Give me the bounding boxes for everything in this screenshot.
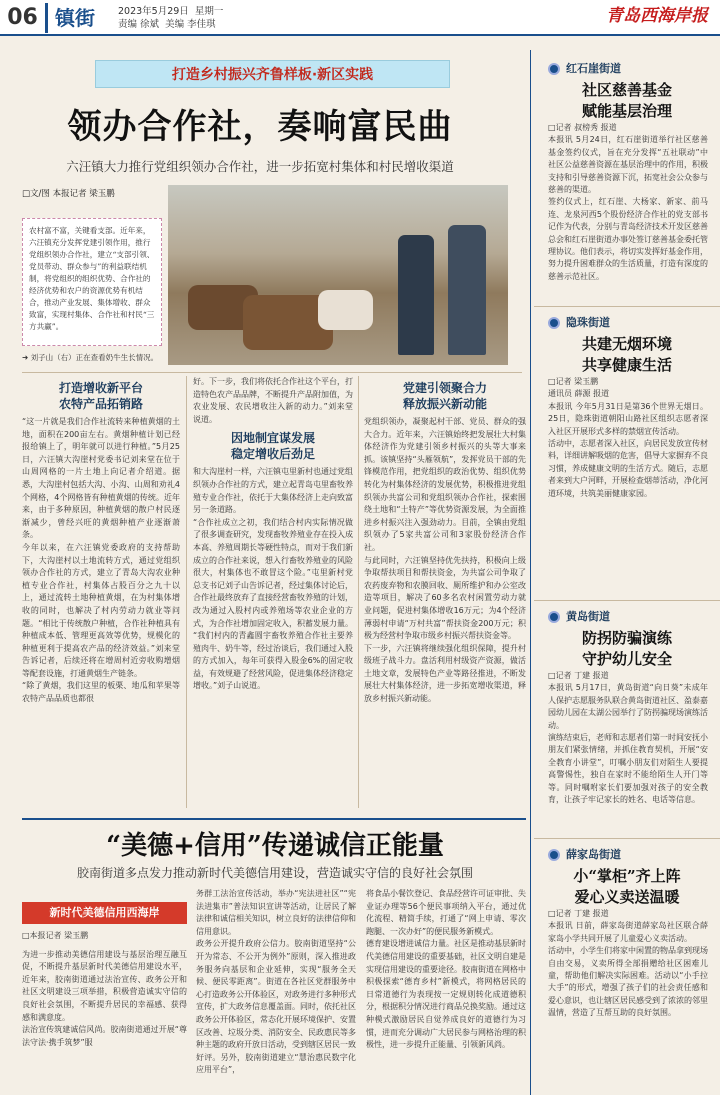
divider bbox=[534, 306, 720, 307]
paragraph: 下一步，六汪镇将继续强化组织保障，提升村级班子战斗力。盘活利用村级资产资源，做活土地文章，发展特色产业等路径推进，不断发展壮大村集体经济，进一步拓宽增收渠道，释放乡村振兴新动能。 bbox=[364, 643, 526, 704]
story-body: 本报讯 5月24日，红石崖街道举行社区慈善基金签约仪式，旨在充分发挥“五社联动”中社区公益慈善资源在基层治理中的作用，积极支持和引导慈善资源下沉，拓宽社会公众参与慈善的渠道。 bbox=[548, 135, 708, 195]
story-title: 小“掌柜”齐上阵 bbox=[573, 867, 681, 885]
story-tag bbox=[534, 58, 720, 80]
second-column-3 bbox=[366, 888, 526, 1052]
lead-photo bbox=[168, 185, 508, 365]
location-dot-icon bbox=[548, 849, 560, 861]
editor-label: 责编 bbox=[118, 19, 138, 30]
paragraph: 为进一步推动美德信用建设与基层治理互融互促，不断提升基层新时代美德信用建设水平，近年来，胶南街道通过法治宣传、政务公开和社区文明建设三项举措，积极营造诚实守信的良好社会氛围，不断提升居民的幸福感、获得感和满意度。 bbox=[22, 949, 187, 1022]
divider bbox=[22, 372, 522, 373]
column-badge: 新时代美德信用西海岸 bbox=[22, 902, 187, 924]
location-dot-icon bbox=[548, 317, 560, 329]
paragraph: 党组织领办，凝聚起村干部、党员、群众的强大合力。近年来，六汪镇始终把发展壮大村集体经济作为党建引领乡村振兴的头等大事来抓。该镇坚持“头雁领航”，发挥党员干部的先锋模范作用，把党组织的政治优势、组织优势转化为村集体经济的发展优势，积极推进党组织领办共富公司和党组织领办合作社，探索围绕土地和“土特产”等优势资源发展，为全面推进乡村振兴注入强劲动力。目前，全镇由党组织领办了5家共富公司和3家股份经济合作社。 bbox=[364, 417, 526, 552]
location-dot-icon bbox=[548, 611, 560, 623]
lead-headline: 领办合作社，奏响富民曲 bbox=[67, 107, 453, 147]
second-subheadline: 胶南街道多点发力推动新时代美德信用建设，营造诚实守信的良好社会氛围 bbox=[76, 866, 473, 880]
story-body: 本报讯 5月17日，黄岛街道“向日葵”未成年人保护志愿服务队联合黄岛街道社区、盈泰嘉园幼儿园在太湖公园举行了防拐骗现场演练活动。 bbox=[548, 683, 708, 730]
header-meta bbox=[118, 5, 223, 31]
art-label: 美编 bbox=[165, 19, 185, 30]
column1-head1: 打造增收新平台 bbox=[58, 381, 143, 395]
caption-arrow-icon: ➜ bbox=[22, 353, 31, 362]
column2-head2: 稳定增收后劲足 bbox=[230, 447, 315, 462]
second-column-1 bbox=[22, 930, 187, 1049]
lead-byline: □文/图 本报记者 梁玉鹏 bbox=[22, 189, 115, 199]
byline: □本报记者 梁玉鹏 bbox=[22, 931, 89, 940]
column3-head2: 释放振兴新动能 bbox=[402, 397, 487, 411]
column1-head2: 农特产品拓销路 bbox=[58, 397, 143, 411]
lead-intro: 农村富不富，关键看支部。近年来，六汪镇充分发挥党建引领作用，推行党组织领办合作社，建立“支部引领、党员带动、群众参与”的利益联结机制，将党组织的组织优势、合作社的经济优势和农户的资源优势有机结合，推动产业发展、集体增收、群众致富，实现村集体、合作社和村民“三方共赢”。 bbox=[22, 218, 162, 346]
section-name: 镇街 bbox=[55, 6, 95, 30]
article-column-1 bbox=[22, 380, 180, 706]
story-tag-label: 隐珠街道 bbox=[566, 315, 610, 329]
paragraph: 和大沟崖村一样，六汪镇屯里新村也通过党组织领办合作社的方式，建立起青岛屯里畜牧养殖专业合作社，依托于大集体经济上走向致富另一条道路。 bbox=[193, 467, 353, 515]
story-title: 守护幼儿安全 bbox=[581, 650, 672, 668]
column-rule bbox=[358, 376, 359, 808]
story-body: 演练结束后，老师和志愿者们第一时间安抚小朋友们紧张情绪，并抓住教育契机，开展“安全教育小讲堂”，叮嘱小朋友们对陌生人要提高警惕性，独自在家时不能给陌生人开门等等。同时嘱咐家长们要加强对孩子的安全教育，让孩子牢记家长的姓名、电话等信息。 bbox=[548, 733, 708, 805]
story-byline: □记者 叔榜秀 报道 bbox=[548, 123, 617, 132]
paragraph: 将食品小餐饮登记、食品经营许可证审批、失业证办理等56个便民事项纳入平台，通过优化流程、精简手续，打通了“网上申请、零次跑腿、一次办好”的便民服务新模式。 bbox=[366, 889, 526, 936]
sidebar-story-4 bbox=[534, 844, 720, 1092]
article-column-3 bbox=[364, 380, 526, 706]
story-title: 共享健康生活 bbox=[581, 356, 672, 374]
paragraph: “这一片就是我们合作社流转来种植黄烟的土地，面积在200亩左右。黄烟种植计划已经报给镇上了，明年就可以进行种植。”5月25日，六汪镇大沟崖村党委书记刘来堂在位于山周网格的一片土地上向记者介绍道。据悉，大沟崖村包括大沟、小沟、山周和劝礼4个网格，4个网格皆有种植黄烟的传统。近年来，由于多种原因，种植黄烟的散户村民逐渐减少，曾经兴旺的黄烟种植产业逐渐萧条。 bbox=[22, 417, 180, 540]
lead-subheadline: 六汪镇大力推行党组织领办合作社，进一步拓宽村集体和村民增收渠道 bbox=[66, 159, 454, 174]
story-tag bbox=[534, 844, 720, 866]
column-rule bbox=[186, 376, 187, 808]
location-dot-icon bbox=[548, 63, 560, 75]
story-title: 共建无烟环境 bbox=[581, 335, 672, 353]
story-byline: □记者 丁建 报道 bbox=[548, 909, 609, 918]
story-body: 活动中，志愿者深入社区，向居民发放宣传材料，详细讲解吸烟的危害，倡导大家摒弃不良习惯，养成健康文明的生活方式。随后，志愿者来到大户河畔，开展检查烟蒂活动，净化河道环境，共筑美丽健康家园。 bbox=[548, 439, 708, 498]
paragraph: “除了黄烟，我们这里的板栗、地瓜和苹果等农特产品品质也都很 bbox=[22, 681, 180, 704]
column3-head1: 党建引领聚合力 bbox=[402, 381, 487, 395]
story-title: 赋能基层治理 bbox=[581, 102, 672, 120]
story-byline: □记者 丁建 报道 bbox=[548, 671, 609, 680]
paragraph: 德育建设增进诚信力量。社区是推动基层新时代美德信用建设的重要基础，社区文明自建是实现信用建设的重要途径。胶南街道在网格中积极探索“德育乡村”新模式，将网格居民的日常道德行为表现按一定规则转化成道德积分，根据积分情况进行商品兑换奖励。通过这种模式激励居民自觉养成良好的道德行为习惯，进而充分调动广大居民参与网格治理的积极性，进一步提升正能量、引领新风尚。 bbox=[366, 939, 526, 1050]
story-tag bbox=[534, 606, 720, 628]
story-title: 爱心义卖送温暖 bbox=[574, 888, 680, 906]
paragraph: 务群工法治宣传活动，举办“宪法进社区”“宪法进集市”普法知识宣讲等活动，让居民了解法律和诚信相关知识，树立良好的法律信仰和信用意识。 bbox=[196, 889, 356, 936]
story-tag bbox=[534, 312, 720, 334]
second-column-2 bbox=[196, 888, 356, 1077]
theme-banner: 打造乡村振兴齐鲁样板·新区实践 bbox=[95, 60, 450, 88]
issue-weekday: 星期一 bbox=[194, 6, 224, 17]
story-body: 本报讯 今年5月31日是第36个世界无烟日。25日，隐珠街道朝阳山路社区组织志愿者深入社区开展形式多样的禁烟宣传活动。 bbox=[548, 401, 708, 436]
story-byline: 通讯员 薛源 报道 bbox=[548, 389, 610, 399]
story-body: 活动中，小学生们将家中闲置的物品拿到现场自由交易，义卖所得全部捐赠给社区困难儿童，帮助他们解决实际困难。活动以“小手拉大手”的形式，增强了孩子们的社会责任感和爱心意识，也让辖区居民感受到了浓浓的邻里温情，营造了互帮互助的良好氛围。 bbox=[548, 946, 708, 1018]
paragraph: “合作社成立之初，我们结合村内实际情况做了很多调查研究，发现畜牧养殖业存在投入成本高、养殖周期长等硬性特点，而对于我们新成立的合作社来说，想入行畜牧养殖业的风险很大，村集体也不敢冒这个险。”屯里新村党总支书记刘子山告诉记者，经过集体讨论后，合作社最终放弃了直接经营畜牧养殖的计划，改为通过入股村内或养殖场等农业企业的方式，为合作社增加固定收入，积蓄发展力量。 bbox=[193, 517, 353, 628]
paragraph: 与此同时，六汪镇坚持优先扶持，积极向上级争取帮扶项目和帮扶资金，为共富公司争取了农药废弃物和农膜回收、厕所维护和办公室改造等项目，解决了60多名农村闲置劳动力就业问题，促进村集体增收16万元；为4个经济薄弱村申请“万村共富”帮扶资金200万元；积极为经营村争取市级乡村振兴帮扶资金等。 bbox=[364, 555, 526, 641]
paragraph: 政务公开提升政府公信力。胶南街道坚持“公开为常态、不公开为例外”原则，深入推进政务服务向基层和企业延伸，实现“服务全天候、便民零距离”。街道在各社区党群服务中心打造政务公开体验区，对政务进行多种形式宣传，扩大政务信息覆盖面。同时，依托社区政务公开体验区，常态化开展环境保护、安置区改善、垃圾分类、消防安全、民政惠民等多种主题的政府开放日活动，受到辖区居民一致好评。另外，胶南街道建立“慧治惠民数字化应用平台”， bbox=[196, 939, 356, 1075]
story-byline: □记者 梁玉鹏 bbox=[548, 377, 599, 386]
photo-caption-text: 刘子山（右）正在查看奶牛生长情况。 bbox=[30, 353, 159, 362]
section-divider bbox=[22, 818, 526, 820]
story-tag-label: 薛家岛街道 bbox=[566, 847, 621, 861]
photo-caption bbox=[22, 352, 167, 363]
second-headline: “美德+信用”传递诚信正能量 bbox=[106, 831, 444, 861]
art-name: 李佳琪 bbox=[187, 19, 216, 30]
paragraph: “我们村内的青鑫圆宇畜牧养殖合作社主要养殖肉牛、奶牛等，经过治谈后，我们通过入股的方式加入，每年可获得入股金6%的固定收益，有效规避了经营风险，促进集体经济稳定增收。”刘子山说道。 bbox=[193, 631, 353, 691]
editor-name: 徐斌 bbox=[140, 19, 160, 30]
column2-head1: 因地制宜谋发展 bbox=[230, 431, 315, 446]
sidebar-story-1 bbox=[534, 58, 720, 303]
story-title: 社区慈善基金 bbox=[581, 81, 672, 99]
issue-date: 2023年5月29日 bbox=[118, 6, 189, 17]
story-tag-label: 红石崖街道 bbox=[566, 61, 621, 75]
paragraph: 好。下一步，我们将依托合作社这个平台，打造特色农产品品牌，不断提升产品附加值，为农业发展、农民增收注入新的动力。”刘来堂说道。 bbox=[193, 377, 353, 424]
newspaper-brand: 青岛西海岸报 bbox=[606, 6, 708, 26]
story-body: 签约仪式上，红石崖、大杨家、新家、前马连、龙泉河西5个股份经济合作社的党支部书记作为代表，分别与青岛经济技术开发区慈善总会和红石崖街道办事处签订慈善基金委托管理协议。他们表示，将切实发挥好基金作用，努力提升困难群众的生活质量，打造有深度的慈善示范社区。 bbox=[548, 197, 708, 281]
story-title: 防拐防骗演练 bbox=[581, 629, 672, 647]
paragraph: 今年以来，在六汪镇党委政府的支持帮助下，大沟崖村以土地流转方式，通过党组织领办合作社的方式，建立了青岛大沟农业种植专业合作社，村集体占股百分之九十以上，通过流转土地种植黄烟，在为村集体增收的同时，也解决了村内劳动力就业等问题。“相比于传统散户种植，合作社种植具有种植成本低、管理更高效等优势，规模化的种植更利于提高农产品的经济效益。”刘来堂告诉记者，后续还将在增周村近旁收购增烟等配套设施，打通黄烟生产链条。 bbox=[22, 542, 180, 678]
sidebar-rule bbox=[530, 50, 531, 1095]
paragraph: 法治宣传筑建诚信风尚。胶南街道通过开展“尊法守法·携手筑梦”服 bbox=[22, 1025, 187, 1047]
story-body: 本报讯 日前，薛家岛街道薛家岛社区联合薛家岛小学共同开展了儿童爱心义卖活动。 bbox=[548, 921, 708, 943]
story-tag-label: 黄岛街道 bbox=[566, 609, 610, 623]
sidebar-story-3 bbox=[534, 606, 720, 836]
article-column-2 bbox=[193, 376, 353, 693]
divider bbox=[534, 838, 720, 839]
page-number: 06 bbox=[0, 3, 48, 33]
divider bbox=[534, 600, 720, 601]
sidebar-story-2 bbox=[534, 312, 720, 597]
